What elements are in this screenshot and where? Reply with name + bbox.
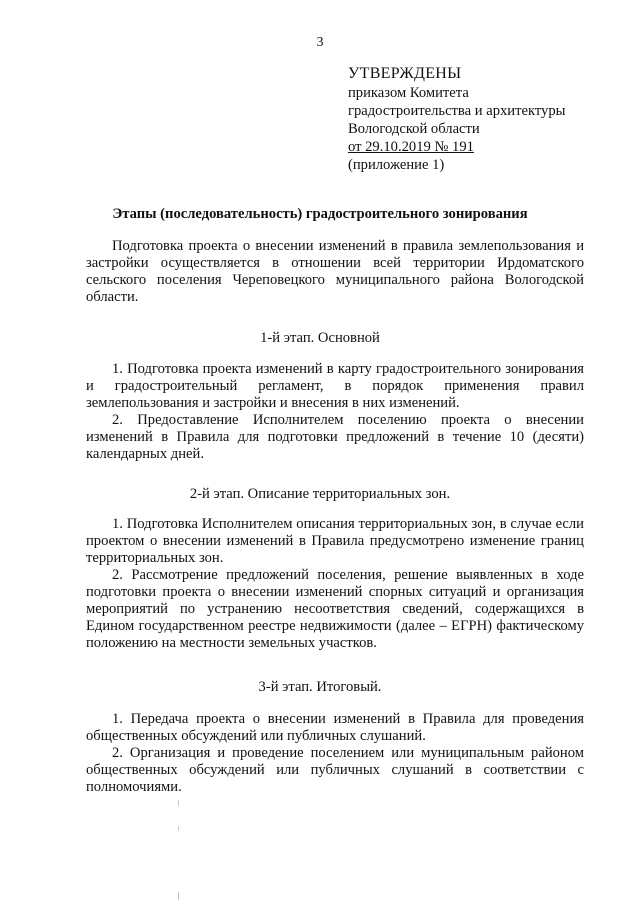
stage1-list [86, 361, 584, 463]
document-title: Этапы (последовательность) градостроительного зонирования [112, 206, 528, 222]
approval-line: приказом Комитета [348, 85, 469, 101]
intro-text: Подготовка проекта о внесении изменений в правила землепользования и застройки осуществляется в отношении всей территории Ирдоматского сельского поселения Череповецкого муниципального района Вологодской области. [86, 238, 584, 305]
scan-mark [178, 892, 179, 900]
approval-line: Вологодской области [348, 121, 480, 137]
scan-mark [178, 800, 179, 806]
intro-paragraph [86, 238, 584, 306]
approval-stamp [348, 64, 608, 174]
stage2-heading: 2-й этап. Описание территориальных зон. [189, 486, 451, 502]
stage1-item: 2. Предоставление Исполнителем поселению проекта о внесении изменений в Правила для подготовки предложений в течение 10 (десяти) календарных дней. [86, 412, 584, 462]
stage2-list [86, 516, 584, 652]
stage1-item: 1. Подготовка проекта изменений в карту градостроительного зонирования и градостроительный регламент, в порядок применения правил землепользования и застройки и внесения в них изменений. [86, 361, 584, 411]
stage3-item: 2. Организация и проведение поселением или муниципальным районом общественных обсуждений или публичных слушаний в соответствии с полномочиями. [86, 745, 584, 795]
stage3-list [86, 711, 584, 796]
approval-line: градостроительства и архитектуры [348, 103, 566, 119]
stage1-heading: 1-й этап. Основной [260, 330, 380, 346]
scan-mark [178, 826, 179, 831]
page-number: 3 [316, 35, 324, 50]
approval-heading: УТВЕРЖДЕНЫ [348, 65, 462, 82]
stage3-item: 1. Передача проекта о внесении изменений в Правила для проведения общественных обсуждений или публичных слушаний. [86, 711, 584, 744]
stage2-item: 1. Подготовка Исполнителем описания территориальных зон, в случае если проектом о внесении изменений в Правила предусмотрено изменение границ территориальных зон. [86, 516, 584, 566]
stage3-heading: 3-й этап. Итоговый. [258, 679, 382, 695]
approval-date: от 29.10.2019 № 191 [348, 139, 474, 155]
approval-appendix: (приложение 1) [348, 157, 445, 173]
stage2-item: 2. Рассмотрение предложений поселения, решение выявленных в ходе подготовки проекта о внесении изменений спорных ситуаций и организация мероприятий по устранению несоответствия сведений, содержащихся в Едином государственном реестре недвижимости (далее – ЕГРН) фактическому положению на местности земельных участков. [86, 567, 584, 651]
